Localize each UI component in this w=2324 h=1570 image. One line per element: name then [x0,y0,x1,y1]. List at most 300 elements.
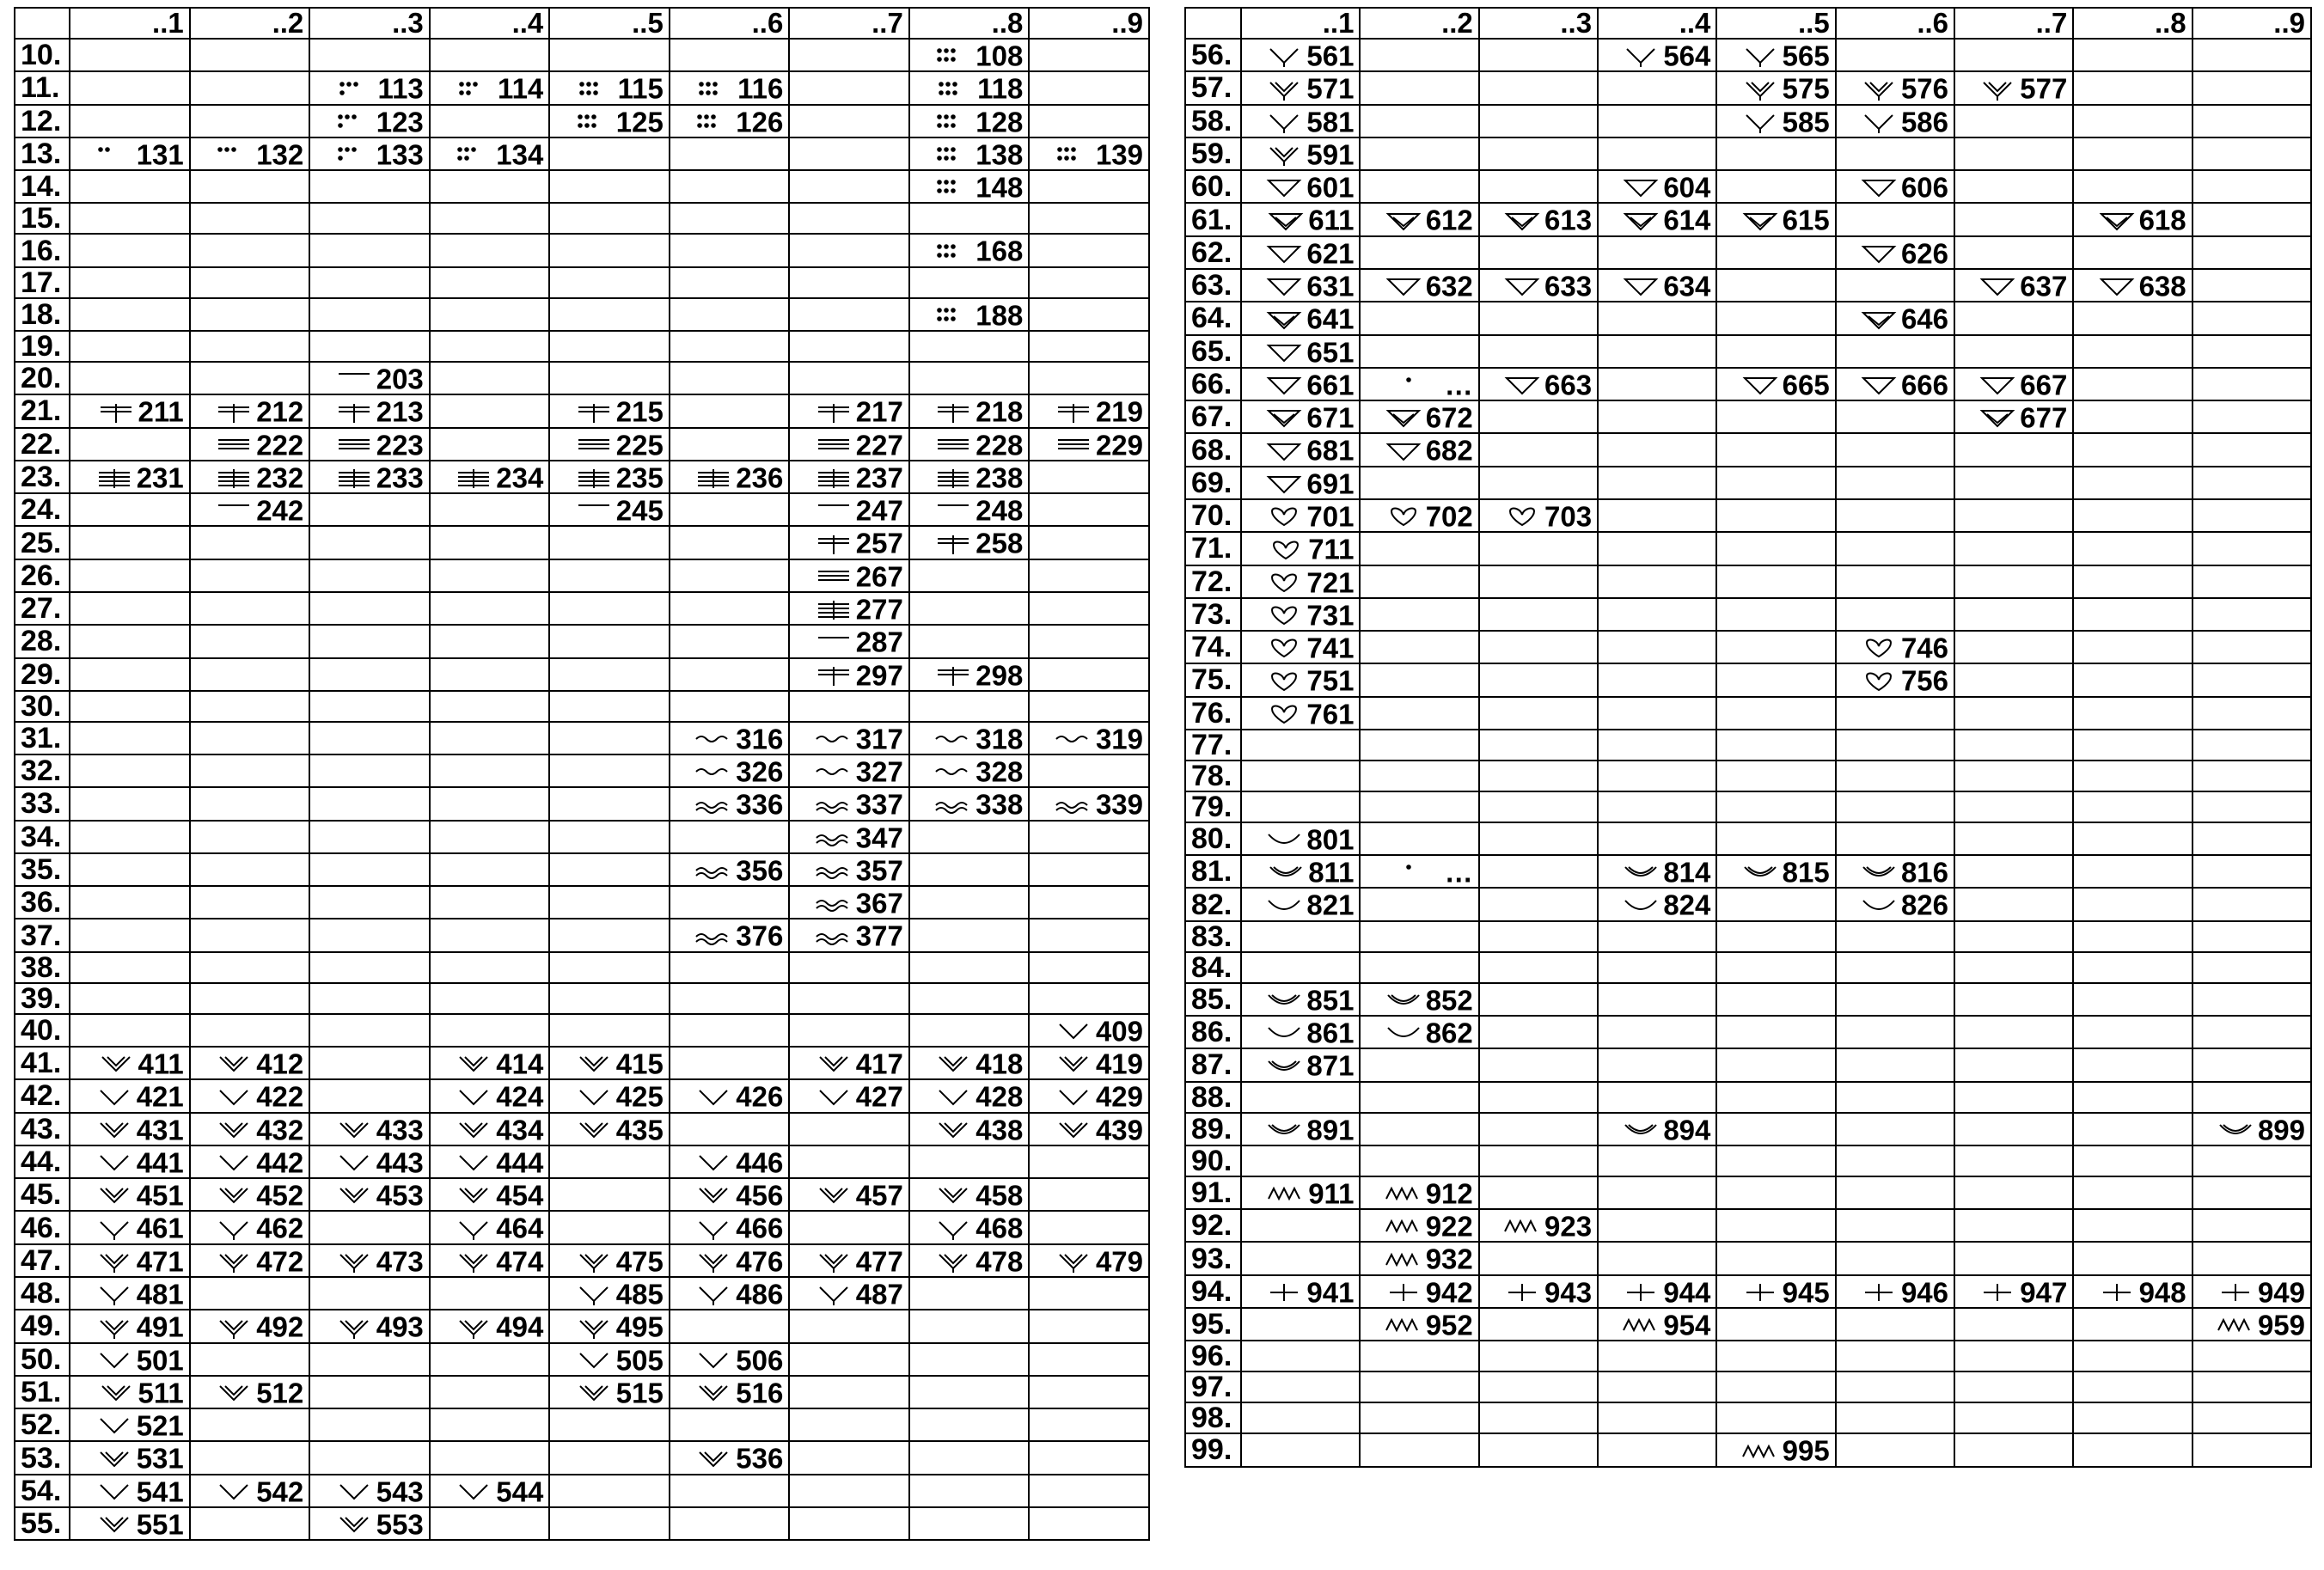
sign-cell [70,267,190,298]
sign-cell [1836,302,1954,334]
sign-cell [1241,105,1360,137]
sign-glyph-icon [815,891,853,915]
sign-cell [549,787,670,820]
sign-cell [1598,697,1716,730]
table-row [1185,1048,2311,1081]
sign-cell [1954,71,2073,104]
sign-cell [190,559,310,592]
sign-glyph-icon [2098,209,2136,233]
sign-number: 319 [1095,723,1143,755]
sign-number: 633 [1544,270,1593,302]
sign-cell [70,526,190,559]
sign-cell [670,203,790,234]
sign-glyph-icon [1265,472,1303,496]
sign-cell [190,1079,310,1112]
column-header: ..7 [789,8,909,39]
sign-cell [70,1507,190,1540]
sign-cell [670,1047,790,1079]
sign-cell [1598,888,1716,920]
sign-glyph-icon [694,1282,732,1306]
sign-cell [1836,730,1954,761]
sign-cell [1598,203,1716,235]
sign-cell [1241,499,1360,532]
sign-cell [549,886,670,919]
table-row [15,331,1149,362]
sign-cell [909,787,1030,820]
sign-cell [190,853,310,886]
sign-number: 751 [1306,664,1355,697]
table-row [1185,791,2311,822]
sign-cell [909,1310,1030,1342]
sign-cell [1241,822,1360,855]
table-row [1185,1308,2311,1341]
sign-glyph-icon [934,727,972,751]
sign-cell [190,754,310,787]
sign-cell [670,625,790,657]
sign-number: 422 [256,1080,304,1113]
table-row [15,1244,1149,1277]
sign-number: 203 [376,363,424,395]
sign-cell [549,592,670,625]
sign-number: 439 [1095,1113,1143,1145]
sign-cell [1029,919,1149,951]
sign-cell [309,203,430,234]
sign-cell [70,394,190,427]
sign-number: 461 [136,1212,184,1244]
sign-number: 219 [1095,395,1143,428]
sign-cell [190,331,310,362]
sign-cell [2193,1433,2311,1466]
sign-glyph-icon [2217,1118,2254,1142]
row-label: 98. [1185,1402,1241,1433]
sign-cell [430,1310,550,1342]
sign-cell [1029,559,1149,592]
table-row [15,1178,1149,1211]
sign-cell [309,1211,430,1243]
sign-cell [2073,565,2192,598]
header-row [15,8,1149,39]
sign-cell [1716,203,1835,235]
sign-glyph-icon [97,400,135,425]
sign-number: 941 [1306,1276,1355,1308]
sign-cell [2193,71,2311,104]
table-row [15,1441,1149,1474]
sign-cell [430,821,550,853]
sign-cell [430,1475,550,1507]
sign-number: 912 [1425,1177,1473,1210]
sign-cell [1836,888,1954,920]
sign-glyph-icon [815,565,853,589]
sign-cell [309,952,430,983]
row-label: 46. [15,1211,70,1243]
sign-cell [2073,791,2192,822]
sign-cell [1360,1048,1478,1081]
sign-cell [2073,302,2192,334]
sign-glyph-icon [1385,1280,1422,1304]
sign-glyph-icon [1385,1021,1422,1045]
sign-cell [2073,1176,2192,1209]
sign-cell [2073,368,2192,400]
sign-number: 553 [376,1508,424,1541]
sign-cell [1241,1433,1360,1466]
sign-cell [1836,761,1954,791]
sign-glyph-icon [1860,308,1898,332]
sign-number: 414 [496,1048,544,1080]
sign-glyph-icon [1265,44,1303,68]
sign-glyph-icon [694,858,732,883]
row-label: 61. [1185,203,1241,235]
sign-cell [549,1277,670,1310]
sign-cell [309,1408,430,1441]
sign-cell [2193,921,2311,952]
sign-cell [909,592,1030,625]
sign-cell [1360,1308,1478,1341]
sign-cell [70,1310,190,1342]
table-row [1185,565,2311,598]
sign-cell [789,526,909,559]
sign-cell [670,331,790,362]
sign-glyph-icon [335,433,373,457]
sign-cell [1241,761,1360,791]
sign-number: 946 [1900,1276,1949,1308]
sign-cell [1954,532,2073,565]
sign-cell [549,952,670,983]
sign-cell [670,1113,790,1145]
sign-cell [190,787,310,820]
sign-cell [1029,526,1149,559]
sign-cell [789,39,909,71]
row-label: 69. [1185,467,1241,499]
sign-cell [1029,983,1149,1014]
sign-number: 646 [1900,302,1949,335]
sign-cell [2073,1145,2192,1176]
sign-cell [1836,565,1954,598]
sign-number: 234 [496,461,544,494]
sign-number: 542 [256,1475,304,1507]
table-row [1185,71,2311,104]
sign-glyph-icon [934,1249,972,1274]
sign-cell [309,821,430,853]
sign-cell [309,1047,430,1079]
table-row [15,362,1149,394]
sign-number: 462 [256,1212,304,1244]
sign-glyph-icon [95,143,133,167]
sign-cell [309,1310,430,1342]
sign-glyph-icon [1622,860,1660,884]
sign-cell [1360,791,1478,822]
sign-table-right [1184,7,2312,1468]
sign-cell [1360,1016,1478,1048]
sign-number: 148 [975,171,1024,204]
sign-glyph-icon [1267,1182,1305,1206]
sign-glyph-icon [815,663,853,687]
sign-glyph-icon [215,143,253,167]
sign-cell [1598,137,1716,170]
sign-glyph-icon [815,498,853,522]
sign-cell [70,137,190,170]
sign-cell [1954,467,2073,499]
sign-cell [789,1178,909,1211]
sign-cell [70,1211,190,1243]
sign-cell [2193,697,2311,730]
row-label: 85. [1185,983,1241,1016]
sign-cell [190,1211,310,1243]
sign-cell [2073,1402,2192,1433]
column-header: ..7 [1954,8,2073,39]
sign-cell [1836,335,1954,368]
row-label: 37. [15,919,70,951]
table-row [1185,433,2311,466]
sign-glyph-icon [694,1249,732,1274]
sign-cell [1479,170,1598,203]
sign-cell [1360,631,1478,663]
sign-cell [670,952,790,983]
sign-cell [430,691,550,722]
sign-cell [190,526,310,559]
sign-number: 575 [1782,72,1830,105]
sign-cell [1836,1242,1954,1274]
table-row [15,71,1149,104]
sign-cell [1716,697,1835,730]
sign-cell [789,461,909,493]
sign-number: 821 [1306,889,1355,921]
sign-number: 429 [1095,1080,1143,1113]
table-row [1185,532,2311,565]
sign-glyph-icon [1265,110,1303,134]
sign-cell [789,267,909,298]
sign-number: 425 [615,1080,664,1113]
sign-number: 899 [2257,1113,2305,1145]
sign-cell [549,1145,670,1178]
sign-cell [1598,1402,1716,1433]
sign-cell [430,1408,550,1441]
sign-cell [1241,170,1360,203]
sign-cell [670,1211,790,1243]
sign-number: 464 [496,1212,544,1244]
sign-cell [1716,137,1835,170]
row-label: 19. [15,331,70,362]
row-label: 78. [1185,761,1241,791]
sign-glyph-icon [1741,209,1779,233]
sign-number: 114 [498,72,544,105]
sign-cell [1716,39,1835,71]
sign-cell [909,1079,1030,1112]
row-label: 40. [15,1014,70,1047]
sign-number: 444 [496,1146,544,1179]
sign-cell [430,1047,550,1079]
sign-number: 851 [1306,984,1355,1017]
sign-number: 861 [1306,1017,1355,1049]
sign-cell [430,428,550,461]
sign-glyph-icon [335,1249,373,1274]
sign-glyph-icon [335,1480,373,1504]
sign-number: 564 [1663,40,1711,72]
sign-cell [430,1178,550,1211]
sign-number: 473 [376,1245,424,1277]
sign-cell [2073,598,2192,631]
sign-cell [1598,170,1716,203]
sign-cell [2073,921,2192,952]
sign-glyph-icon [1265,1054,1303,1078]
sign-cell [70,559,190,592]
table-row [1185,822,2311,855]
sign-cell [1954,952,2073,983]
sign-cell [430,362,550,394]
sign-glyph-icon [575,1118,613,1142]
table-row [15,1047,1149,1079]
sign-cell [1360,105,1478,137]
sign-glyph-icon [2217,1313,2254,1337]
sign-number: 571 [1306,72,1355,105]
sign-cell [789,493,909,526]
sign-glyph-icon [1860,1280,1898,1304]
sign-glyph-icon [1404,373,1441,397]
sign-cell [1716,1145,1835,1176]
sign-number: 871 [1306,1049,1355,1082]
sign-glyph-icon [1503,504,1541,528]
sign-cell [2073,761,2192,791]
sign-cell [1029,952,1149,983]
sign-cell [1241,791,1360,822]
sign-cell [1954,1113,2073,1145]
sign-cell [1360,269,1478,302]
sign-cell [670,137,790,170]
sign-cell [70,787,190,820]
sign-cell [789,394,909,427]
table-row [1185,335,2311,368]
sign-glyph-icon [815,727,853,751]
sign-cell [430,658,550,691]
sign-cell [2073,1308,2192,1341]
sign-cell [2193,1016,2311,1048]
sign-cell [1479,631,1598,663]
sign-number: 541 [136,1475,184,1507]
sign-number: 347 [855,821,903,853]
sign-number: 419 [1095,1048,1143,1080]
sign-number: 434 [496,1113,544,1145]
sign-cell [1479,236,1598,269]
sign-cell [2073,1048,2192,1081]
sign-cell [1716,565,1835,598]
sign-cell [430,722,550,754]
sign-glyph-icon [694,1085,732,1109]
sign-cell [909,137,1030,170]
sign-cell [309,362,430,394]
sign-cell [670,886,790,919]
sign-cell [1479,1402,1598,1433]
sign-cell [909,1047,1030,1079]
sign-number: 438 [975,1113,1024,1145]
sign-number: 223 [376,428,424,461]
sign-glyph-icon [1265,669,1303,693]
sign-cell [1360,532,1478,565]
sign-glyph-icon [95,1151,133,1175]
sign-number: 227 [855,428,903,461]
row-label: 54. [15,1475,70,1507]
sign-glyph-icon [934,1085,972,1109]
sign-cell [2193,1308,2311,1341]
sign-number: 756 [1900,664,1949,697]
sign-cell [1029,203,1149,234]
sign-cell [1598,598,1716,631]
sign-number: 891 [1306,1113,1355,1145]
table-row [1185,105,2311,137]
sign-cell [1029,1277,1149,1310]
sign-glyph-icon [215,1217,253,1241]
sign-cell [1479,1275,1598,1308]
sign-glyph-icon [815,1249,853,1274]
sign-cell [1836,697,1954,730]
table-row [15,754,1149,787]
sign-cell [789,1507,909,1540]
sign-number: 481 [136,1278,184,1310]
row-label: 99. [1185,1433,1241,1466]
sign-cell [430,1507,550,1540]
sign-cell [909,1178,1030,1211]
row-label: 65. [1185,335,1241,368]
sign-cell [1954,1402,2073,1433]
sign-number: 421 [136,1080,184,1113]
sign-cell [70,821,190,853]
sign-number: 621 [1306,236,1355,269]
sign-cell [1836,499,1954,532]
sign-cell [909,1408,1030,1441]
table-row [15,1277,1149,1310]
sign-cell [1836,368,1954,400]
sign-number: 327 [855,755,903,788]
sign-cell [1241,335,1360,368]
sign-number: 424 [496,1080,544,1113]
sign-glyph-icon [934,793,972,817]
sign-cell [2193,1371,2311,1402]
sign-cell [670,71,790,104]
sign-number: 212 [256,395,304,428]
sign-cell [549,691,670,722]
sign-cell [789,821,909,853]
sign-glyph-icon [2098,1280,2136,1304]
sign-cell [549,1475,670,1507]
sign-number: 116 [737,72,784,105]
sign-cell [1954,170,2073,203]
sign-glyph-icon [1978,274,2016,298]
table-row [1185,1016,2311,1048]
table-row [15,298,1149,331]
sign-cell [190,821,310,853]
sign-cell [1716,335,1835,368]
sign-cell [70,105,190,137]
sign-cell [1029,722,1149,754]
sign-cell [1360,1433,1478,1466]
row-label: 34. [15,821,70,853]
sign-cell [670,1014,790,1047]
sign-number: 638 [2138,270,2186,302]
sign-cell [2193,532,2311,565]
row-label: 80. [1185,822,1241,855]
sign-number: 681 [1306,434,1355,467]
sign-cell [190,428,310,461]
sign-cell [430,919,550,951]
sign-cell [1029,1343,1149,1376]
sign-cell [670,787,790,820]
sign-cell [1836,1176,1954,1209]
sign-cell [1360,467,1478,499]
sign-glyph-icon [95,1085,133,1109]
sign-number: 761 [1306,697,1355,730]
sign-cell [1836,1016,1954,1048]
table-row [1185,697,2311,730]
sign-cell [309,886,430,919]
row-label: 27. [15,592,70,625]
